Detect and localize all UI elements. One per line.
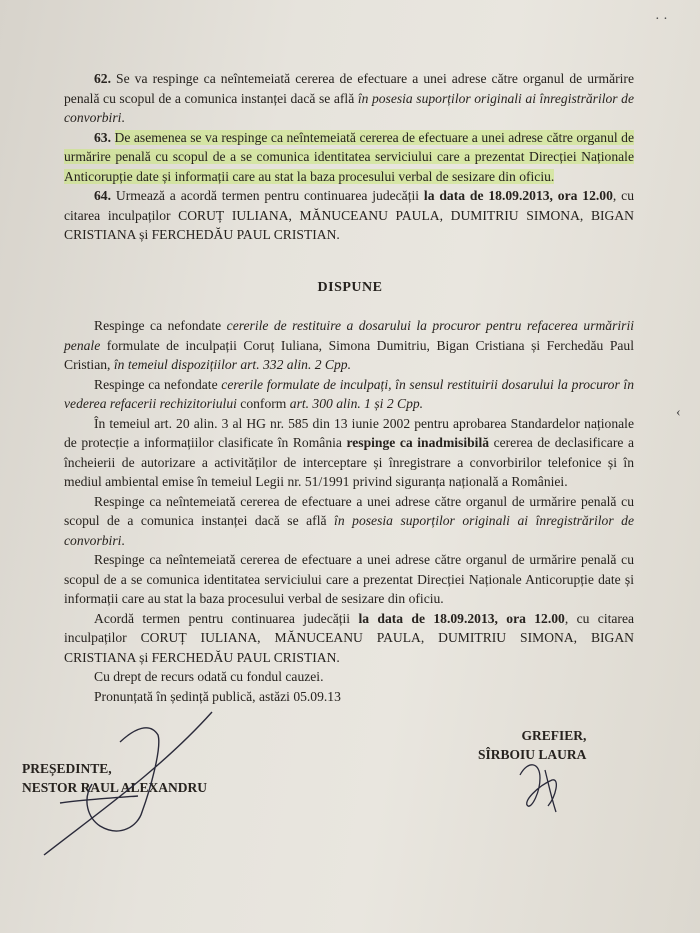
italic-text: cererile formulate de inculpați, în sensul restituirii dosarului la procuror în vederea refacerii rechizitoriului (64, 376, 634, 411)
italic-text: art. 300 alin. 1 și 2 Cpp. (289, 396, 424, 411)
text: Cu drept de recurs odată cu fondul cauzei. (94, 669, 324, 684)
paragraph-end: . (121, 110, 125, 125)
paragraph-italic: în posesia suporților originali ai înregistrărilor de convorbiri (64, 90, 634, 125)
bold-text: la data de 18.09.2013, ora 12.00 (358, 610, 565, 626)
paragraph-number: 62. (94, 71, 111, 86)
text: Respinge ca nefondate (94, 318, 227, 333)
clerk-name: SÎRBOIU LAURA (478, 747, 587, 762)
paragraph-number: 63. (94, 129, 111, 145)
margin-mark: · · (655, 12, 668, 27)
president-name: NESTOR RAUL ALEXANDRU (22, 780, 208, 795)
president-signature-scribble (44, 712, 212, 855)
text: cererea de declasificare a încheierii de autorizare a activităților de interceptare și înregistrare a convorbirilor telefonice și în mediul ambiental emise în temeiul Legii nr. 51/1991 privind siguranța națională a României. (64, 435, 634, 489)
president-title: PREȘEDINTE, (22, 761, 112, 776)
paragraph-bold: la data de 18.09.2013, ora 12.00 (423, 188, 613, 203)
text: , cu citarea inculpaților CORUȚ IULIANA, MĂNUCEANU PAULA, DUMITRIU SIMONA, BIGAN CRISTIANA și FERCHEDĂU PAUL CRISTIAN. (64, 610, 635, 665)
paragraph-text: Se va respinge ca neîntemeiată cererea de efectuare a unei adrese către organul de urmărire penală cu scopul de a comunica instanței dacă se află (64, 71, 634, 106)
italic-text: cererile de restituire a dosarului la procuror pentru refacerea urmăririi penale (64, 318, 635, 353)
bold-text: respinge ca inadmisibilă (346, 435, 490, 450)
italic-text: în temeiul dispozițiilor art. 332 alin. 2 Cpp. (113, 357, 351, 372)
clerk-signature-scribble (520, 765, 556, 812)
text: conform (236, 396, 290, 411)
text: Respinge ca neîntemeiată cererea de efectuare a unei adrese către organul de urmărire penală cu scopul de a se comunica identitatea serviciului care a prezentat Direcției Naționale Anticorupție date și informații care au stat la baza procesului verbal de sesizare din oficiu. (64, 552, 634, 606)
text: . (121, 532, 125, 548)
italic-text: în posesia suporților originali ai înregistrărilor de convorbiri (64, 513, 634, 548)
text: formulate de inculpații Coruț Iuliana, Simona Dumitriu, Bigan Cristiana și Ferchedău Paul Cristian, (64, 337, 634, 372)
paragraph-text: Urmează a acordă termen pentru continuarea judecății (115, 188, 424, 203)
text: În temeiul art. 20 alin. 3 al HG nr. 585 din 13 iunie 2002 pentru aprobarea Standardelor naționale de protecție a informațiilor clasificate în România (64, 415, 634, 450)
text: Respinge ca nefondate (94, 376, 222, 392)
section-heading: DISPUNE (317, 280, 383, 295)
margin-mark: ‹ (676, 405, 681, 420)
clerk-title: GREFIER, (521, 728, 587, 743)
text: Respinge ca neîntemeiată cererea de efectuare a unei adrese către organul de urmărire penală cu scopul de a comunica instanței dacă se află (64, 493, 634, 528)
paragraph-rest: , cu citarea inculpaților CORUȚ IULIANA, MĂNUCEANU PAULA, DUMITRIU SIMONA, BIGAN CRISTIANA și FERCHEDĂU PAUL CRISTIAN. (64, 188, 634, 242)
text: Pronunțată în ședință publică, astăzi 05.09.13 (94, 688, 341, 704)
highlighted-text: De asemenea se va respinge ca neîntemeiată cererea de efectuare a unei adrese către organul de urmărire penală cu scopul de a se comunica identitatea serviciului care a prezentat Direcției Naționale Anticorupție date și informații care au stat la baza procesului verbal de sesizare din oficiu. (64, 129, 634, 184)
text: Acordă termen pentru continuarea judecății (94, 610, 359, 626)
paragraph-number: 64. (94, 188, 111, 203)
